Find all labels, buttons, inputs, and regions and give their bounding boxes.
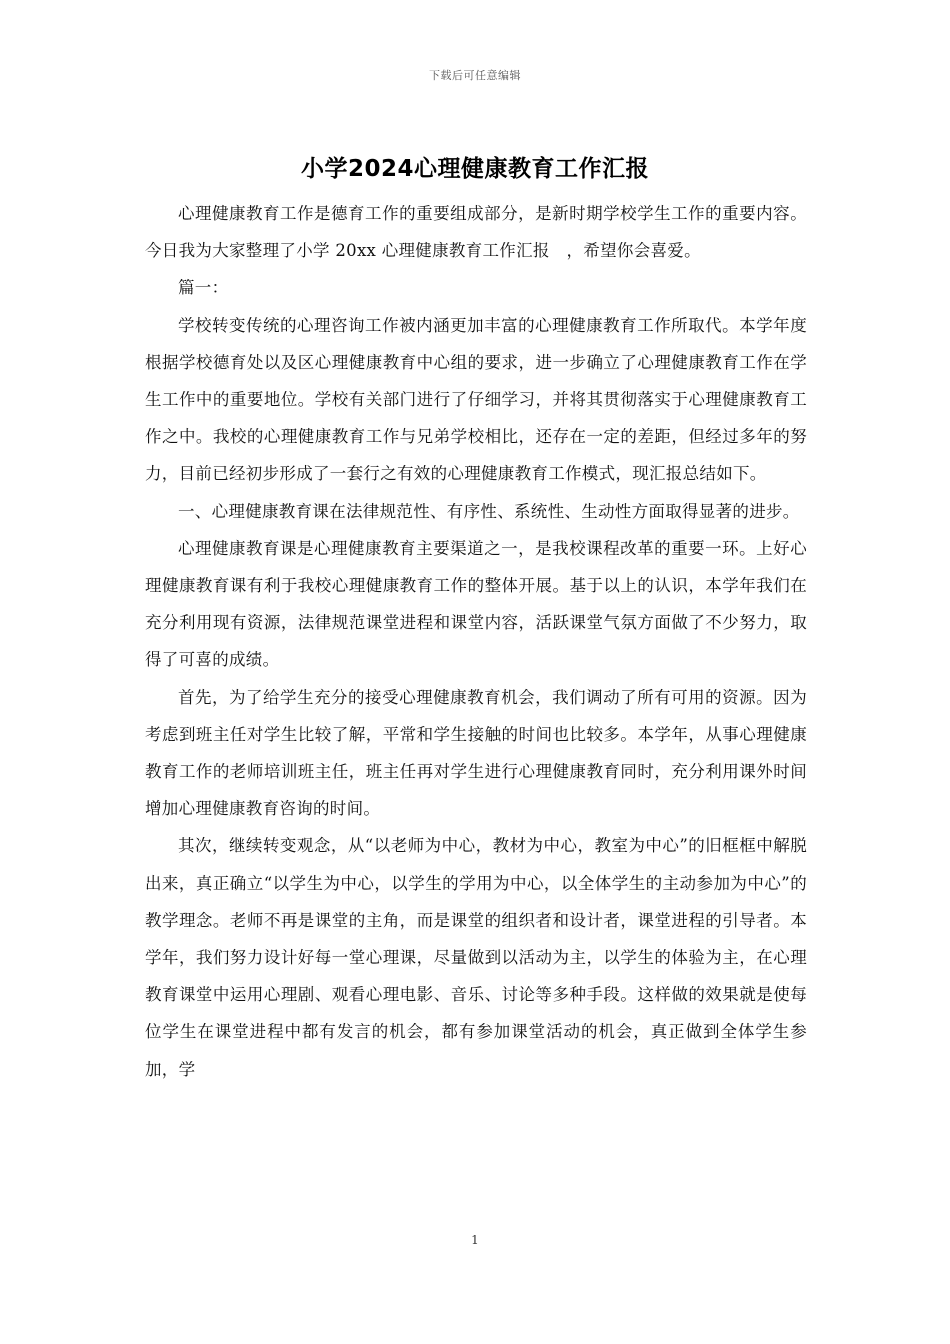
page-number: 1	[471, 1233, 479, 1247]
paragraph-second: 其次，继续转变观念，从“以老师为中心，教材为中心，教室为中心”的旧框框中解脱出来，真正确立“以学生为中心，以学生的学用为中心，以全体学生的主动参加为中心”的教学理念。老师不再是课堂的主角，而是课堂的组织者和设计者，课堂进程的引导者。本学年，我们努力设计好每一堂心理课，尽量做到以活动为主，以学生的体验为主，在心理教育课堂中运用心理剧、观看心理电影、音乐、讨论等多种手段。这样做的效果就是使每位学生在课堂进程中都有发言的机会，都有参加课堂活动的机会，真正做到全体学生参加，学	[145, 836, 807, 1079]
paragraph-overview: 学校转变传统的心理咨询工作被内涵更加丰富的心理健康教育工作所取代。本学年度根据学校德育处以及区心理健康教育中心组的要求，进一步确立了心理健康教育工作在学生工作中的重要地位。学校有关部门进行了仔细学习，并将其贯彻落实于心理健康教育工作之中。我校的心理健康教育工作与兄弟学校相比，还存在一定的差距，但经过多年的努力，目前已经初步形成了一套行之有效的心理健康教育工作模式，现汇报总结如下。	[145, 315, 807, 484]
paragraph-first: 首先，为了给学生充分的接受心理健康教育机会，我们调动了所有可用的资源。因为考虑到班主任对学生比较了解，平常和学生接触的时间也比较多。本学年，从事心理健康教育工作的老师培训班主任，班主任再对学生进行心理健康教育同时，充分利用课外时间增加心理健康教育咨询的时间。	[145, 687, 807, 819]
paragraph-intro: 心理健康教育工作是德育工作的重要组成部分，是新时期学校学生工作的重要内容。今日我为大家整理了小学 20xx 心理健康教育工作汇报 ，希望你会喜爱。	[145, 204, 807, 261]
paragraph-heading-one: 一、心理健康教育课在法律规范性、有序性、系统性、生动性方面取得显著的进步。	[178, 501, 800, 521]
paragraph-section-label: 篇一：	[178, 278, 229, 298]
document-title: 小学2024心理健康教育工作汇报	[300, 156, 649, 182]
header-note: 下载后可任意编辑	[429, 69, 521, 82]
paragraph-course: 心理健康教育课是心理健康教育主要渠道之一，是我校课程改革的重要一环。上好心理健康教育课有利于我校心理健康教育工作的整体开展。基于以上的认识，本学年我们在充分利用现有资源，法律规范课堂进程和课堂内容，活跃课堂气氛方面做了不少努力，取得了可喜的成绩。	[145, 538, 807, 670]
document-body	[145, 195, 807, 1088]
